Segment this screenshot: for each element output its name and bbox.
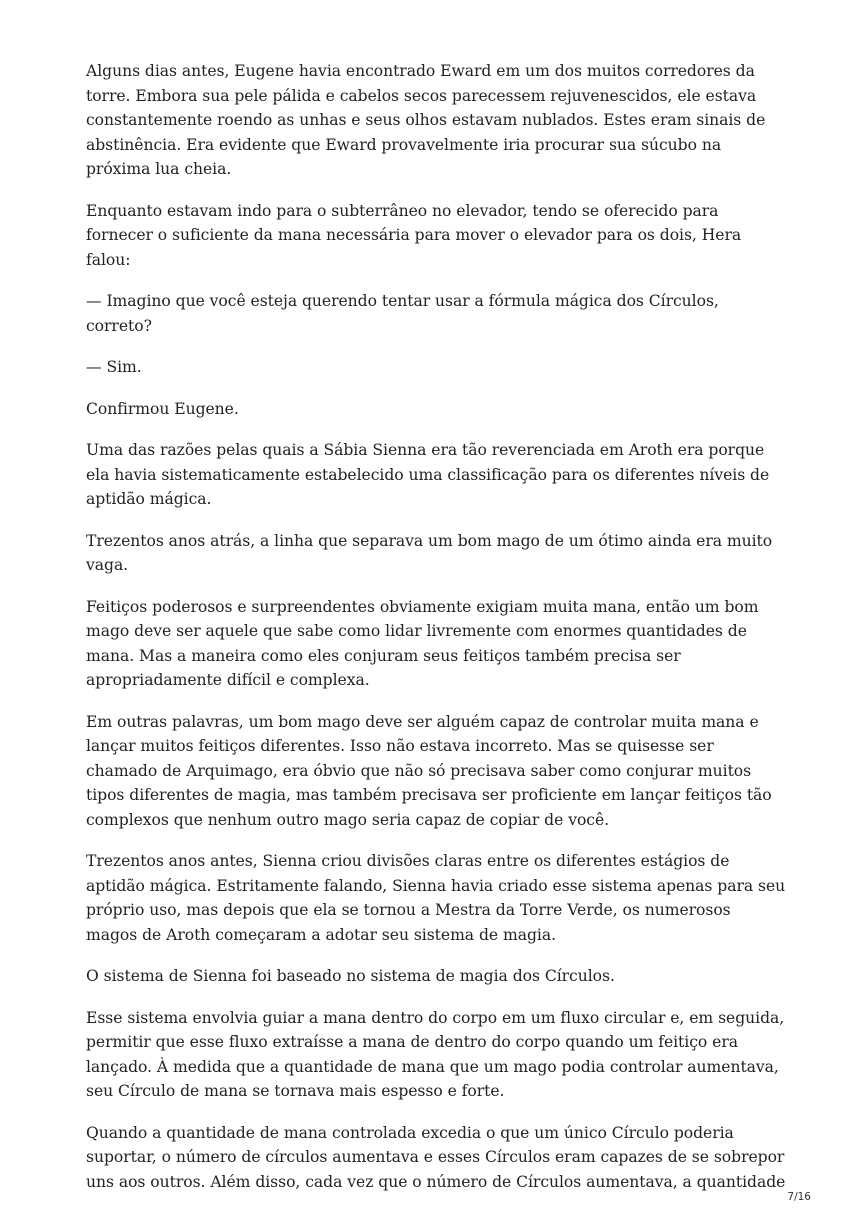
paragraph: Enquanto estavam indo para o subterrâneo no elevador, tendo se oferecido para fornecer o suficiente da mana necessária para mover o elevador para os dois, Hera falou: xyxy=(86,201,742,269)
paragraph: Trezentos anos atrás, a linha que separava um bom mago de um ótimo ainda era muito vaga. xyxy=(86,531,773,574)
page-number: 7/16 xyxy=(787,1191,811,1203)
paragraph: Alguns dias antes, Eugene havia encontrado Eward em um dos muitos corredores da torre. Embora sua pele pálida e cabelos secos parecessem rejuvenescidos, ele estava constantemente roendo as unhas e seus olhos estavam nublados. Estes eram sinais de abstinência. Era evidente que Eward provavelmente iria procurar sua súcubo na próxima lua cheia. xyxy=(86,62,766,178)
body-text xyxy=(86,59,786,1211)
paragraph: Trezentos anos antes, Sienna criou divisões claras entre os diferentes estágios de aptidão mágica. Estritamente falando, Sienna havia criado esse sistema apenas para seu próprio uso, mas depois que ela se tornou a Mestra da Torre Verde, os numerosos magos de Aroth começaram a adotar seu sistema de magia. xyxy=(86,852,786,944)
paragraph: O sistema de Sienna foi baseado no sistema de magia dos Círculos. xyxy=(86,967,615,985)
paragraph: Feitiços poderosos e surpreendentes obviamente exigiam muita mana, então um bom mago deve ser aquele que sabe como lidar livremente com enormes quantidades de mana. Mas a maneira como eles conjuram seus feitiços também precisa ser apropriadamente difícil e complexa. xyxy=(86,597,759,689)
paragraph: Em outras palavras, um bom mago deve ser alguém capaz de controlar muita mana e lançar muitos feitiços diferentes. Isso não estava incorreto. Mas se quisesse ser chamado de Arquimago, era óbvio que não só precisava saber como conjurar muitos tipos diferentes de magia, mas também precisava ser proficiente em lançar feitiços tão complexos que nenhum outro mago seria capaz de copiar de você. xyxy=(86,712,772,829)
paragraph: Confirmou Eugene. xyxy=(86,399,239,418)
paragraph: — Sim. xyxy=(86,358,142,376)
paragraph: — Imagino que você esteja querendo tentar usar a fórmula mágica dos Círculos, correto? xyxy=(86,292,719,335)
paragraph: Esse sistema envolvia guiar a mana dentro do corpo em um fluxo circular e, em seguida, permitir que esse fluxo extraísse a mana de dentro do corpo quando um feitiço era lançado. À medida que a quantidade de mana que um mago podia controlar aumentava, seu Círculo de mana se tornava mais espesso e forte. xyxy=(86,1008,785,1100)
paragraph: Quando a quantidade de mana controlada excedia o que um único Círculo poderia suportar, o número de círculos aumentava e esses Círculos eram capazes de se sobrepor uns aos outros. Além disso, cada vez que o número de Círculos aumentava, a quantidade xyxy=(86,1123,786,1191)
paragraph: Uma das razões pelas quais a Sábia Sienna era tão reverenciada em Aroth era porque ela havia sistematicamente estabelecido uma classificação para os diferentes níveis de aptidão mágica. xyxy=(86,441,770,508)
